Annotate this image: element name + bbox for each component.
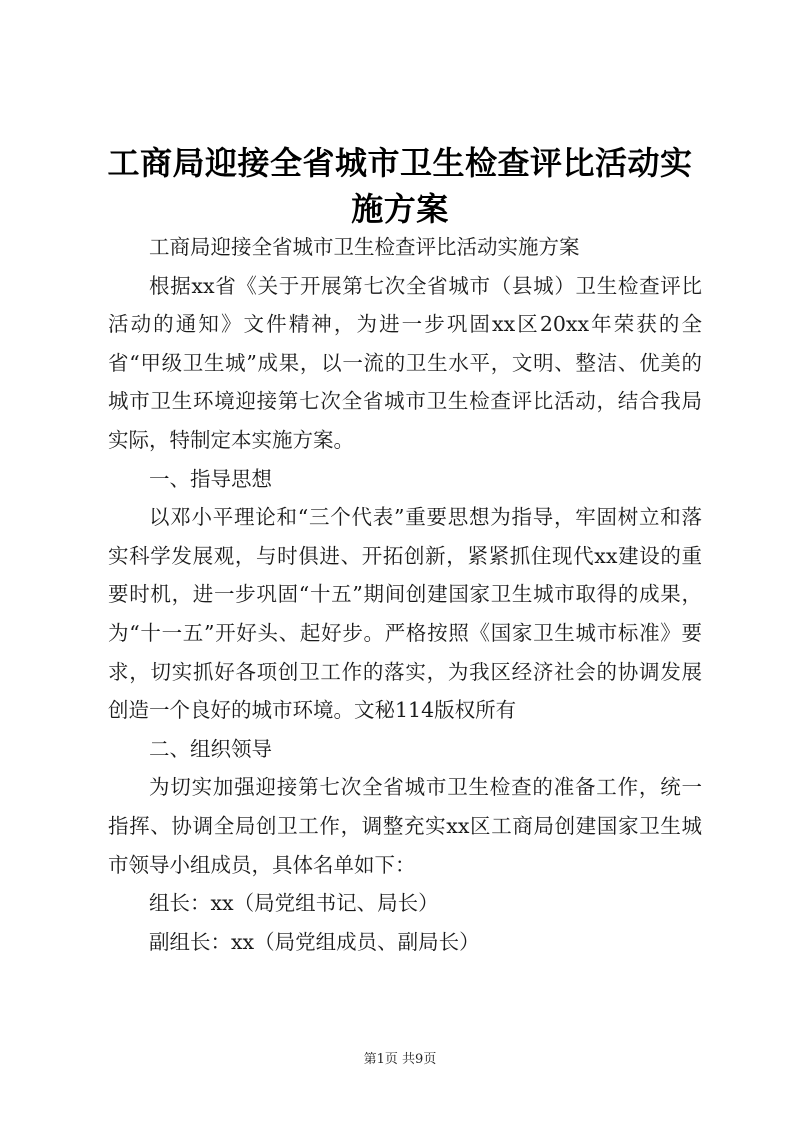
paragraph-subtitle: 工商局迎接全省城市卫生检查评比活动实施方案 [149,235,580,259]
paragraph-intro: 根据xx省《关于开展第七次全省城市（县城）卫生检查评比活动的通知》文件精神，为进一步巩固xx区20xx年荣获的全省“甲级卫生城”成果，以一流的卫生水平，文明、整洁、优美的城市卫生环境迎接第七次全省城市卫生检查评比活动，结合我局实际，特制定本实施方案。 [108,273,702,452]
list-item-leader: 组长：xx（局党组书记、局长） [149,891,439,916]
page-number-footer: 第1页 共9页 [363,1052,437,1067]
list-item-deputy-leader: 副组长：xx（局党组成员、副局长） [149,929,480,954]
document-body [108,228,702,961]
section-heading-organization: 二、组织领导 [149,736,272,761]
page-title: 工商局迎接全省城市卫生检查评比活动实施方案 [107,144,693,228]
paragraph-guiding-ideology: 以邓小平理论和“三个代表”重要思想为指导，牢固树立和落实科学发展观，与时俱进、开拓创新，紧紧抓住现代xx建设的重要时机，进一步巩固“十五”期间创建国家卫生城市取得的成果，为“十一五”开好头、起好步。严格按照《国家卫生城市标准》要求，切实抓好各项创卫工作的落实，为我区经济社会的协调发展创造一个良好的城市环境。文秘114版权所有 [108,505,702,723]
paragraph-organization: 为切实加强迎接第七次全省城市卫生检查的准备工作，统一指挥、协调全局创卫工作，调整充实xx区工商局创建国家卫生城市领导小组成员，具体名单如下： [108,775,702,877]
section-heading-guiding-ideology: 一、指导思想 [149,466,272,491]
